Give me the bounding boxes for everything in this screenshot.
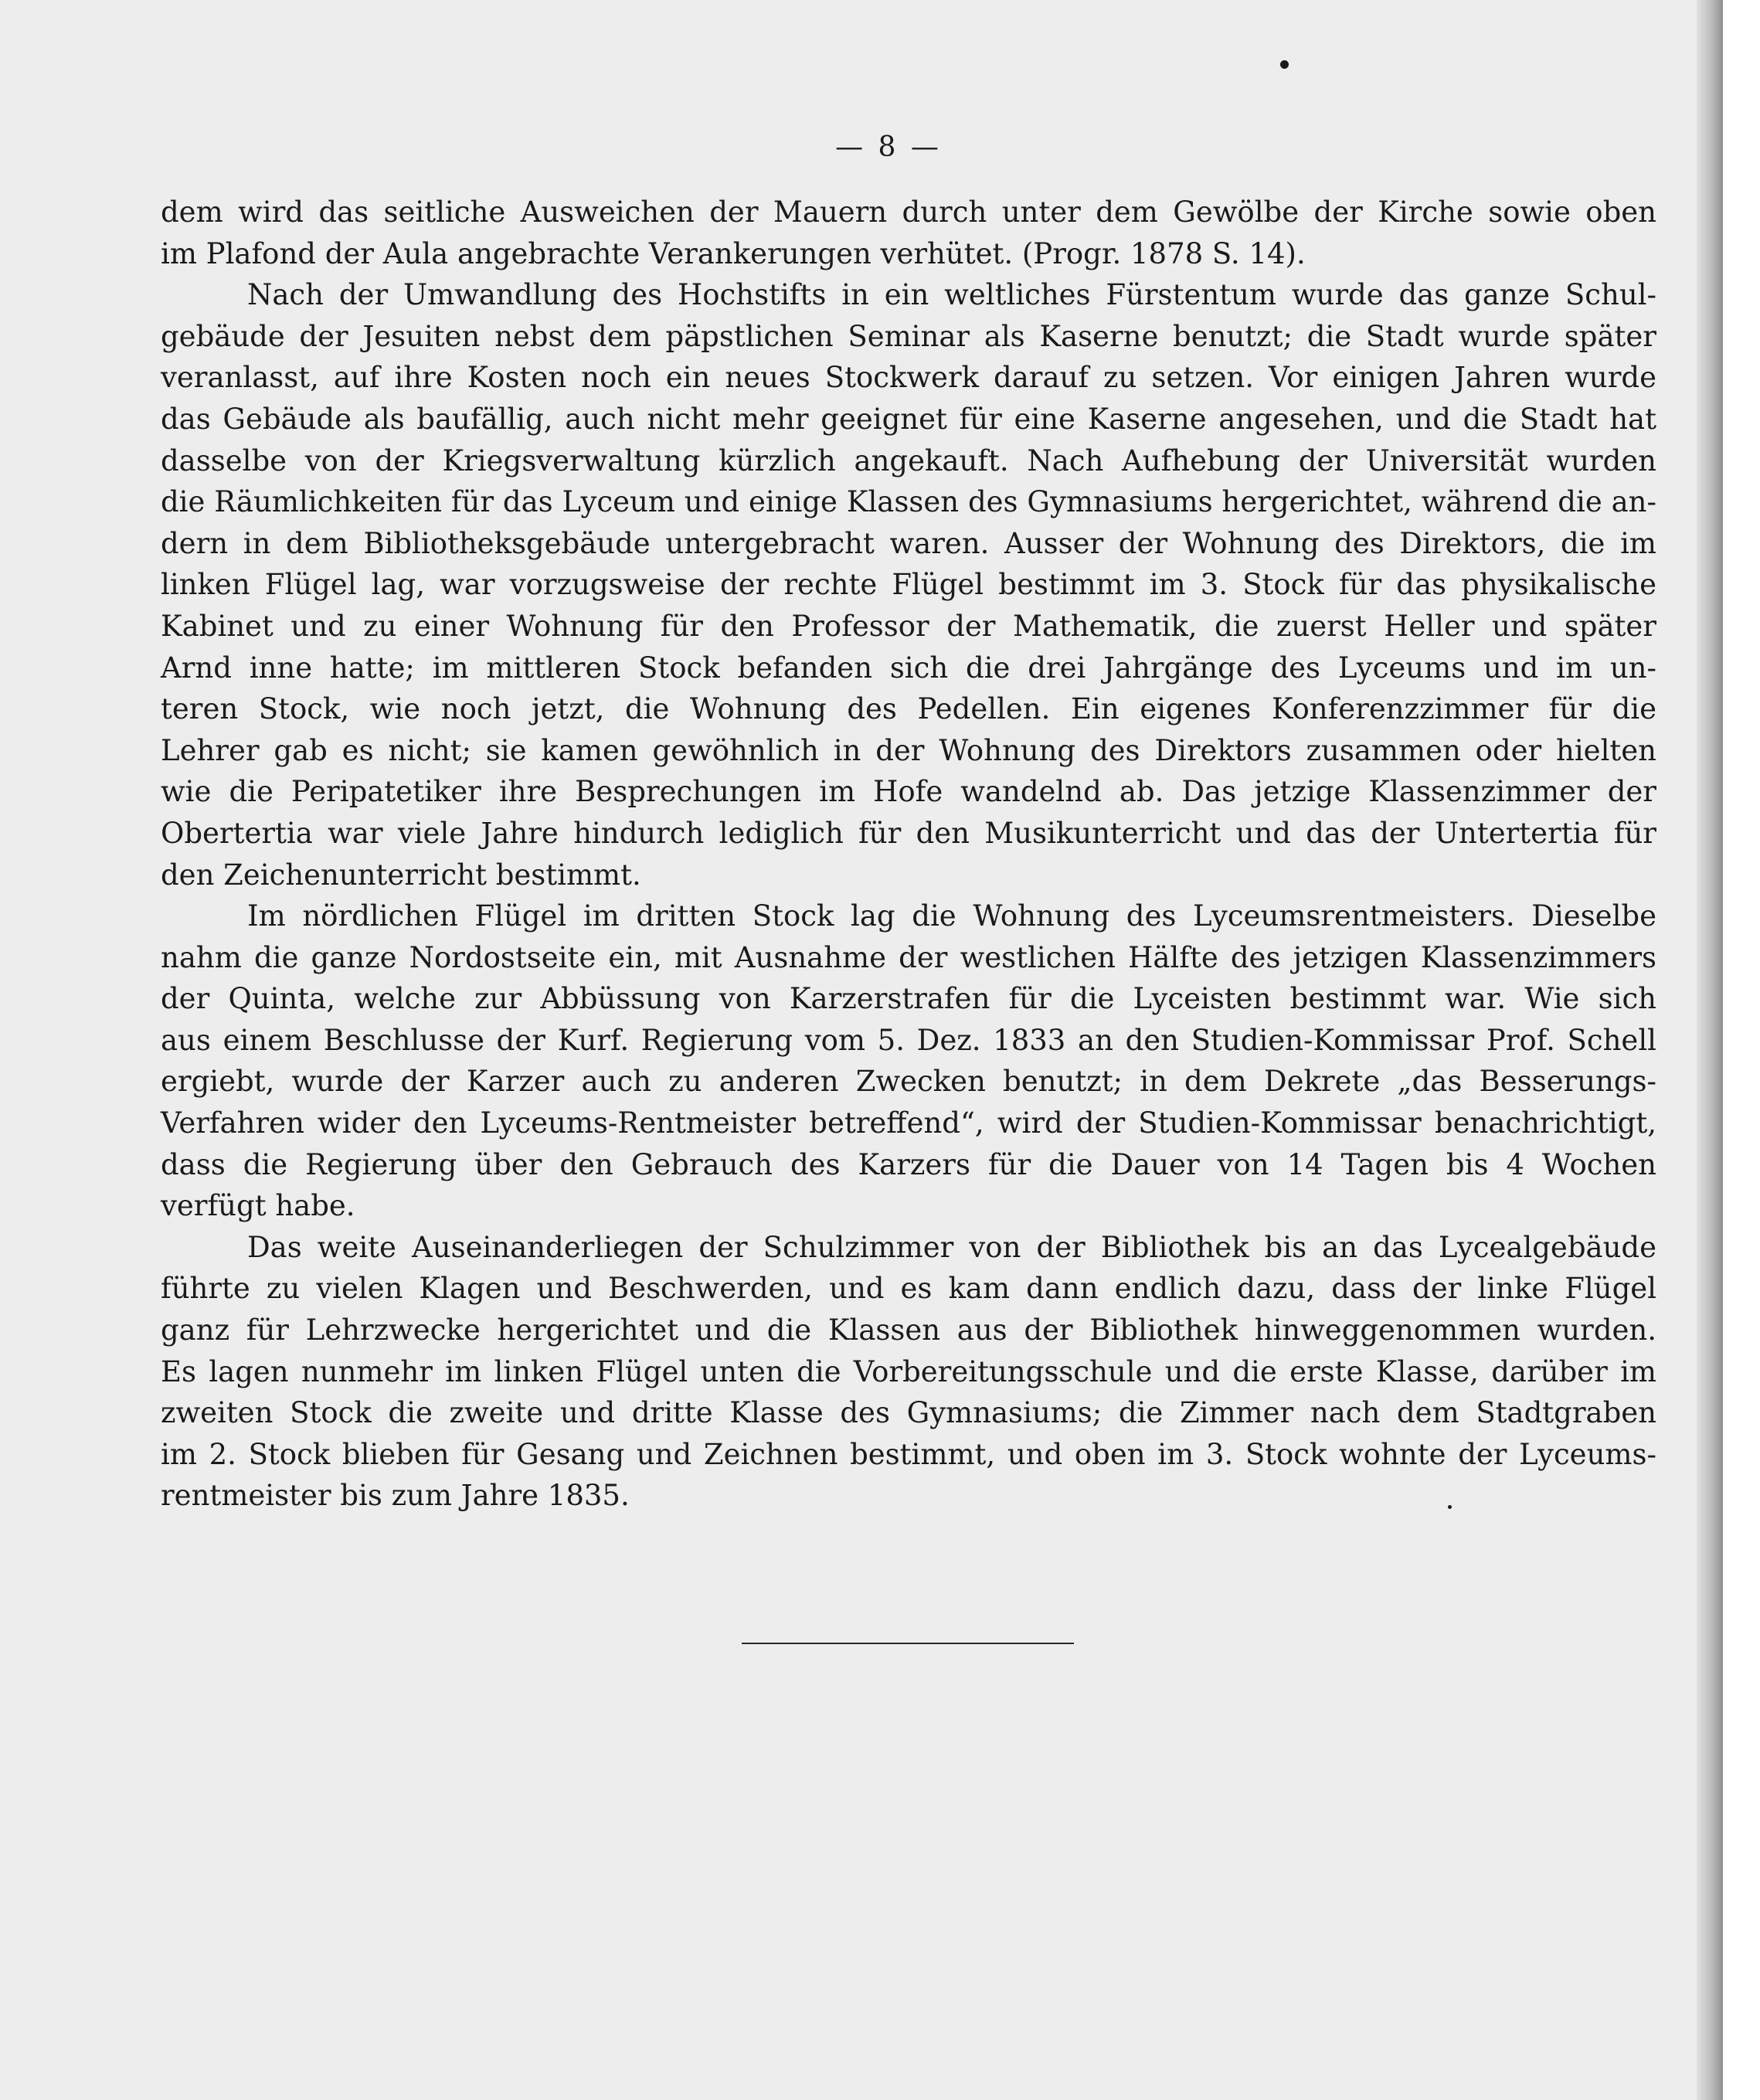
text-line: die Räumlichkeiten für das Lyceum und einige Klassen des Gymnasiums hergerichtet, während die an-	[161, 485, 1656, 519]
closing-rule	[742, 1643, 1074, 1644]
text-line: Das weite Auseinanderliegen der Schulzimmer von der Bibliothek bis an das Lycealgebäude	[247, 1230, 1656, 1264]
page-number: — 8 —	[835, 131, 942, 163]
text-line: rentmeister bis zum Jahre 1835.	[161, 1479, 630, 1513]
text-line: linken Flügel lag, war vorzugsweise der rechte Flügel bestimmt im 3. Stock für das physikalische	[161, 568, 1656, 602]
text-line: ganz für Lehrzwecke hergerichtet und die Klassen aus der Bibliothek hinweggenommen wurden.	[161, 1313, 1656, 1347]
text-line: verfügt habe.	[161, 1189, 355, 1223]
text-line: aus einem Beschlusse der Kurf. Regierung vom 5. Dez. 1833 an den Studien-Kommissar Prof. Schell	[161, 1023, 1656, 1057]
text-line: den Zeichenunterricht bestimmt.	[161, 858, 641, 892]
text-line: Im nördlichen Flügel im dritten Stock lag die Wohnung des Lyceumsrentmeisters. Dieselbe	[247, 899, 1656, 933]
text-line: im Plafond der Aula angebrachte Verankerungen verhütet. (Progr. 1878 S. 14).	[161, 236, 1306, 270]
text-line: Es lagen nunmehr im linken Flügel unten die Vorbereitungsschule und die erste Klasse, darüber im	[161, 1354, 1656, 1388]
text-line: ergiebt, wurde der Karzer auch zu anderen Zwecken benutzt; in dem Dekrete „das Besserungs-	[161, 1065, 1656, 1099]
text-line: das Gebäude als baufällig, auch nicht mehr geeignet für eine Kaserne angesehen, und die Stadt hat	[161, 402, 1656, 436]
text-line: gebäude der Jesuiten nebst dem päpstlichen Seminar als Kaserne benutzt; die Stadt wurde später	[161, 319, 1656, 353]
body-text	[161, 192, 1656, 1517]
text-line: dern in dem Bibliotheksgebäude untergebracht waren. Ausser der Wohnung des Direktors, die im	[161, 526, 1656, 560]
text-line: dass die Regierung über den Gebrauch des Karzers für die Dauer von 14 Tagen bis 4 Wochen	[161, 1147, 1656, 1181]
text-line: teren Stock, wie noch jetzt, die Wohnung des Pedellen. Ein eigenes Konferenzzimmer für die	[161, 692, 1656, 726]
text-line: Obertertia war viele Jahre hindurch lediglich für den Musikunterricht und das der Untertertia für	[161, 816, 1656, 850]
text-line: Verfahren wider den Lyceums-Rentmeister betreffend“, wird der Studien-Kommissar benachrichtigt,	[161, 1106, 1656, 1140]
text-line: im 2. Stock blieben für Gesang und Zeichnen bestimmt, und oben im 3. Stock wohnte der Lyceums-	[161, 1437, 1656, 1471]
text-line: führte zu vielen Klagen und Beschwerden, und es kam dann endlich dazu, dass der linke Flügel	[161, 1272, 1656, 1306]
text-line: Nach der Umwandlung des Hochstifts in ein weltliches Fürstentum wurde das ganze Schul-	[247, 278, 1656, 312]
page-edge-strip	[1723, 0, 1760, 2100]
text-line: der Quinta, welche zur Abbüssung von Karzerstrafen für die Lyceisten bestimmt war. Wie sich	[161, 982, 1656, 1016]
ink-speck	[1280, 60, 1289, 69]
page-edge-shadow	[1697, 0, 1723, 2100]
text-line: nahm die ganze Nordostseite ein, mit Ausnahme der westlichen Hälfte des jetzigen Klassenzimmers	[161, 940, 1656, 974]
text-line: veranlasst, auf ihre Kosten noch ein neues Stockwerk darauf zu setzen. Vor einigen Jahren wurde	[161, 361, 1656, 395]
text-line: dasselbe von der Kriegsverwaltung kürzlich angekauft. Nach Aufhebung der Universität wurden	[161, 443, 1656, 477]
text-line: Arnd inne hatte; im mittleren Stock befanden sich die drei Jahrgänge des Lyceums und im un-	[161, 651, 1656, 685]
text-line: Kabinet und zu einer Wohnung für den Professor der Mathematik, die zuerst Heller und später	[161, 609, 1656, 643]
text-line: wie die Peripatetiker ihre Besprechungen im Hofe wandelnd ab. Das jetzige Klassenzimmer der	[161, 775, 1656, 809]
text-line: zweiten Stock die zweite und dritte Klasse des Gymnasiums; die Zimmer nach dem Stadtgraben	[161, 1396, 1656, 1430]
text-line: dem wird das seitliche Ausweichen der Mauern durch unter dem Gewölbe der Kirche sowie oben	[161, 195, 1656, 229]
text-line: Lehrer gab es nicht; sie kamen gewöhnlich in der Wohnung des Direktors zusammen oder hielten	[161, 733, 1656, 767]
